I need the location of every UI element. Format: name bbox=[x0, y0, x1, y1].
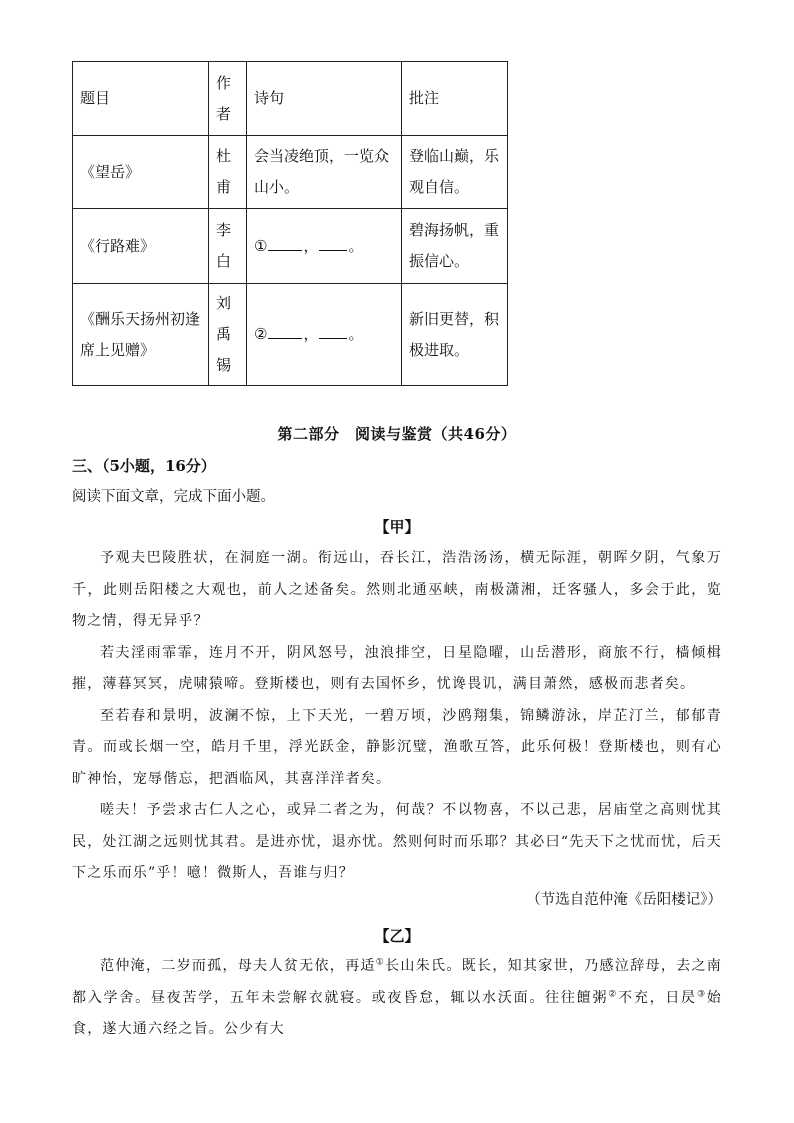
row-title: 《行路难》 bbox=[73, 209, 209, 284]
paragraph: 若夫淫雨霏霏，连月不开，阴风怒号，浊浪排空，日星隐曜，山岳潜形，商旅不行，樯倾楫摧，薄暮冥冥，虎啸猿啼。登斯楼也，则有去国怀乡，忧谗畏讥，满目萧然，感极而悲者矣。 bbox=[72, 644, 722, 692]
passage-b-label: 【乙】 bbox=[374, 927, 420, 945]
row-note: 登临山巅，乐观自信。 bbox=[402, 136, 508, 209]
row-author: 李白 bbox=[209, 209, 247, 284]
passage-source: （节选自范仲淹《岳阳楼记》） bbox=[526, 892, 722, 908]
header-poem: 诗句 bbox=[247, 62, 402, 136]
answer-blank[interactable] bbox=[268, 324, 302, 339]
paragraph: 嗟夫！予尝求古仁人之心，或异二者之为，何哉？不以物喜，不以己悲，居庙堂之高则忧其民，处江湖之远则忧其君。是进亦忧，退亦忧。然则何时而乐耶？其必曰“先天下之忧而忧，后天下之乐而乐”乎！噫！微斯人，吾谁与归？ bbox=[72, 802, 722, 881]
blank-number: ① bbox=[254, 236, 268, 255]
table-header-row bbox=[73, 62, 508, 136]
table-row bbox=[73, 136, 508, 209]
blank-number: ② bbox=[254, 325, 268, 343]
row-title: 《望岳》 bbox=[73, 136, 209, 209]
paragraph: 范仲淹，二岁而孤，母夫人贫无依，再适①长山朱氏。既长，知其家世，乃感泣辞母，去之南都入学舍。昼夜苦学，五年未尝解衣就寝。或夜昏怠，辄以水沃面。往往饘粥②不充，日昃③始食，遂大通六经之旨。公少有大 bbox=[72, 957, 722, 1037]
section-title: 第二部分 阅读与鉴赏（共46分） bbox=[277, 425, 517, 443]
row-author: 杜甫 bbox=[209, 136, 247, 209]
paragraph: 予观夫巴陵胜状，在洞庭一湖。衔远山，吞长江，浩浩汤汤，横无际涯，朝晖夕阴，气象万千，此则岳阳楼之大观也，前人之述备矣。然则北通巫峡，南极潇湘，迁客骚人，多会于此，览物之情，得无异乎？ bbox=[72, 550, 722, 629]
passage-a-label: 【甲】 bbox=[374, 518, 420, 536]
row-note: 新旧更替，积极进取。 bbox=[402, 284, 508, 386]
poem-table bbox=[72, 61, 508, 386]
paragraph: 至若春和景明，波澜不惊，上下天光，一碧万顷，沙鸥翔集，锦鳞游泳，岸芷汀兰，郁郁青青。而或长烟一空，皓月千里，浮光跃金，静影沉璧，渔歌互答，此乐何极！登斯楼也，则有心旷神怡，宠辱偕忘，把酒临风，其喜洋洋者矣。 bbox=[72, 707, 722, 787]
passage-a bbox=[72, 543, 722, 890]
answer-blank[interactable] bbox=[319, 324, 347, 339]
table-row bbox=[73, 209, 508, 284]
row-poem: ① ， 。 bbox=[247, 209, 402, 284]
row-author: 刘禹锡 bbox=[209, 284, 247, 386]
header-author: 作者 bbox=[209, 62, 247, 136]
table-row bbox=[73, 284, 508, 386]
row-poem: 会当凌绝顶，一览众山小。 bbox=[247, 136, 402, 209]
question-heading: 三、（5小题，16分） bbox=[72, 457, 216, 475]
footnote-mark: ② bbox=[608, 988, 619, 999]
instruction-text: 阅读下面文章，完成下面小题。 bbox=[72, 489, 275, 505]
header-title: 题目 bbox=[73, 62, 209, 136]
answer-blank[interactable] bbox=[319, 236, 347, 251]
answer-blank[interactable] bbox=[268, 236, 302, 251]
passage-b bbox=[72, 951, 722, 1046]
row-title: 《酬乐天扬州初逢席上见赠》 bbox=[73, 284, 209, 386]
footnote-mark: ③ bbox=[696, 988, 707, 999]
footnote-mark: ① bbox=[375, 957, 386, 968]
row-poem: ② ， 。 bbox=[247, 284, 402, 386]
header-note: 批注 bbox=[402, 62, 508, 136]
row-note: 碧海扬帆，重振信心。 bbox=[402, 209, 508, 284]
